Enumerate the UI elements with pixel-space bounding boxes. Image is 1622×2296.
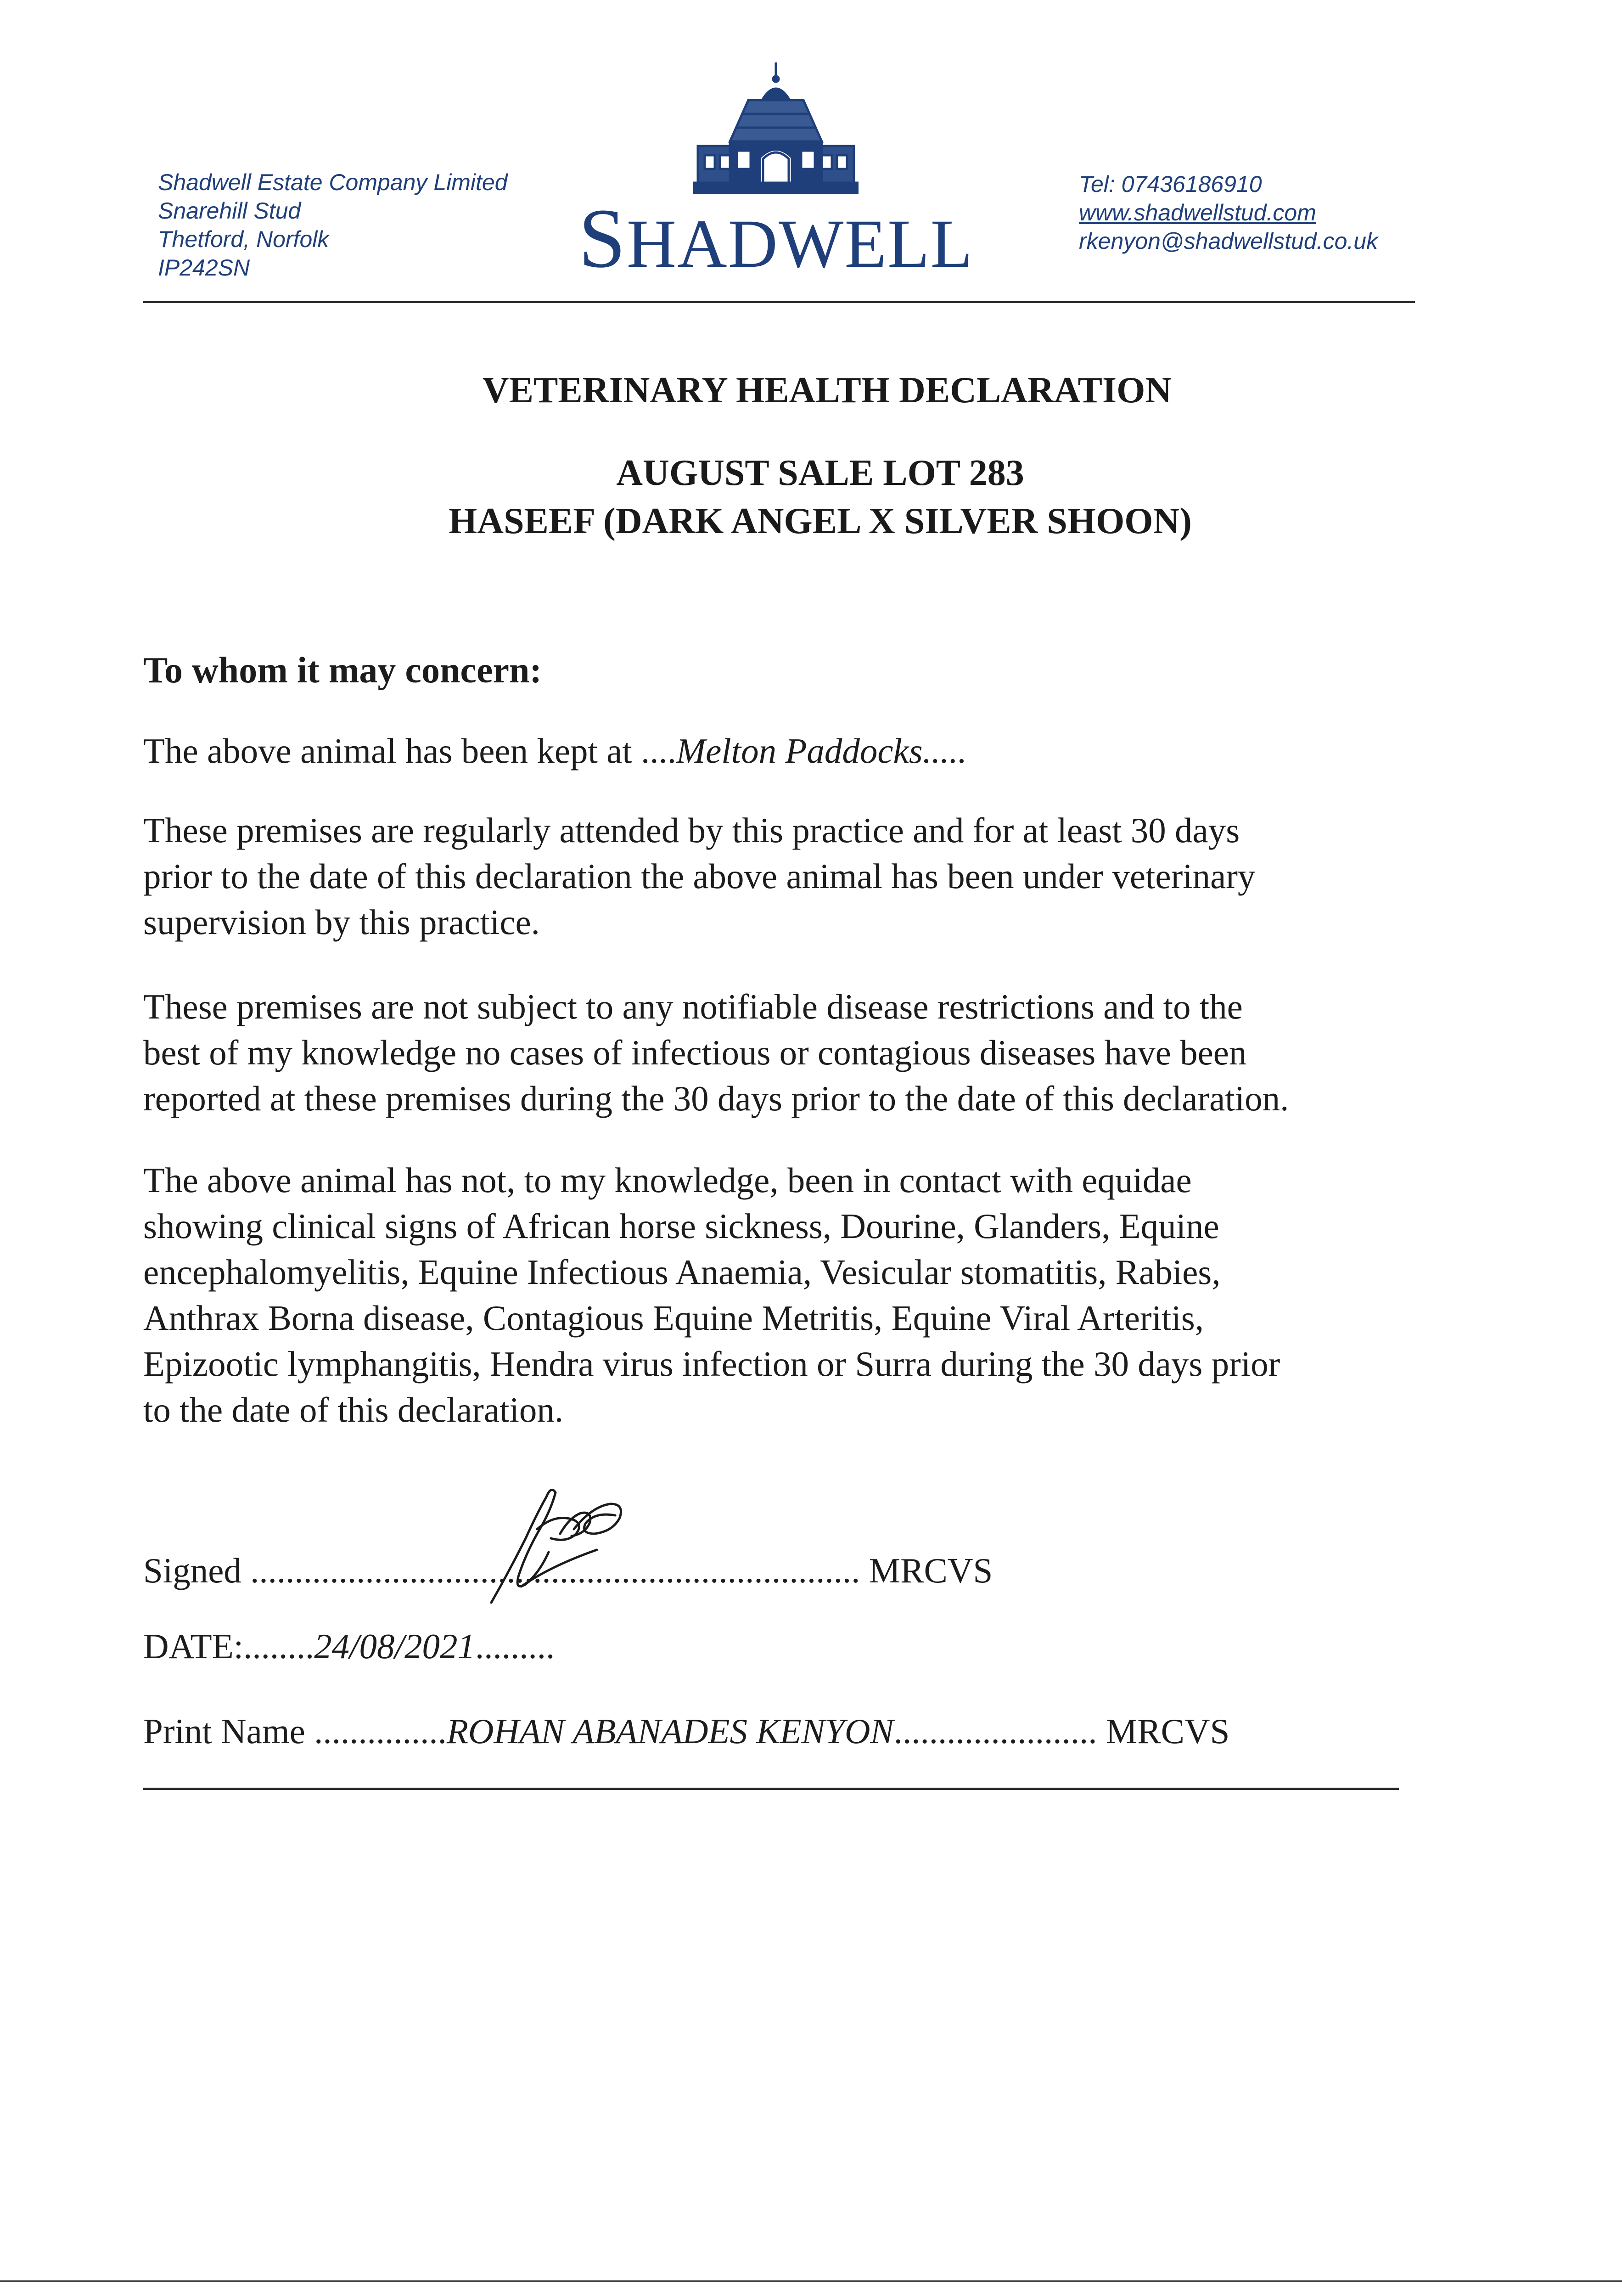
signed-label: Signed <box>143 1551 241 1590</box>
print-label: Print Name ............... <box>143 1711 447 1751</box>
date-trailing: ......... <box>475 1626 555 1666</box>
print-name-line <box>143 1708 1229 1754</box>
date-value: 24/08/2021 <box>314 1626 475 1666</box>
website-link[interactable]: www.shadwellstud.com <box>1079 200 1316 225</box>
contact-diseases-paragraph: The above animal has not, to my knowledge, been in contact with equidae showing clinical signs of African horse sickness, Dourine, Glanders, Equine encephalomyelitis, Equine Infectious Anaemia, Vesicular stomatitis, Rabies, Anthrax Borna disease, Contagious Equine Metritis, Equine Viral Arteritis, Epizootic lymphangitis, Hendra virus infection or Surra during the 30 days prior to the date of this declaration. <box>143 1160 1280 1429</box>
phone-number: Tel: 07436186910 <box>1079 171 1262 197</box>
print-dots: ....................... <box>893 1711 1097 1751</box>
signed-dots: ..................................................................... <box>250 1551 860 1590</box>
address-line-company: Shadwell Estate Company Limited <box>158 169 508 195</box>
print-mrcvs: MRCVS <box>1106 1711 1230 1751</box>
print-name-value: ROHAN ABANADES KENYON <box>446 1711 894 1751</box>
horse-pedigree-heading: HASEEF (DARK ANGEL X SILVER SHOON) <box>449 501 1192 541</box>
contact-details <box>1079 170 1378 255</box>
date-line <box>143 1623 555 1669</box>
address-line-stud: Snarehill Stud <box>158 198 301 224</box>
signed-mrcvs: MRCVS <box>869 1551 993 1590</box>
sale-lot-heading: AUGUST SALE LOT 283 <box>616 453 1024 493</box>
email-address[interactable]: rkenyon@shadwellstud.co.uk <box>1079 228 1378 254</box>
shadwell-wordmark: SHADWELL <box>578 191 974 286</box>
header-divider <box>143 301 1415 303</box>
address-line-postcode: IP242SN <box>158 255 250 281</box>
premises-location: Melton Paddocks..... <box>676 731 967 771</box>
disease-restrictions-paragraph: These premises are not subject to any notifiable disease restrictions and to the best of my knowledge no cases of infectious or contagious diseases have been reported at these premises during the 30 days prior to the date of this declaration. <box>143 987 1289 1118</box>
gatehouse-logo-icon <box>693 59 859 197</box>
premises-statement <box>143 728 1429 774</box>
premises-prefix: The above animal has been kept at .... <box>143 731 676 771</box>
salutation: To whom it may concern: <box>143 650 542 691</box>
document-title: VETERINARY HEALTH DECLARATION <box>482 370 1172 411</box>
signed-line <box>143 1548 993 1593</box>
date-label: DATE:........ <box>143 1626 314 1666</box>
address-line-town: Thetford, Norfolk <box>158 226 329 252</box>
supervision-paragraph: These premises are regularly attended by this practice and for at least 30 days prior to the date of this declaration the above animal has been under veterinary supervision by this practice. <box>143 810 1256 942</box>
company-address <box>158 168 508 282</box>
signature-divider <box>143 1788 1399 1790</box>
page-footer-line <box>0 2280 1622 2282</box>
shadwell-logo <box>578 59 974 286</box>
